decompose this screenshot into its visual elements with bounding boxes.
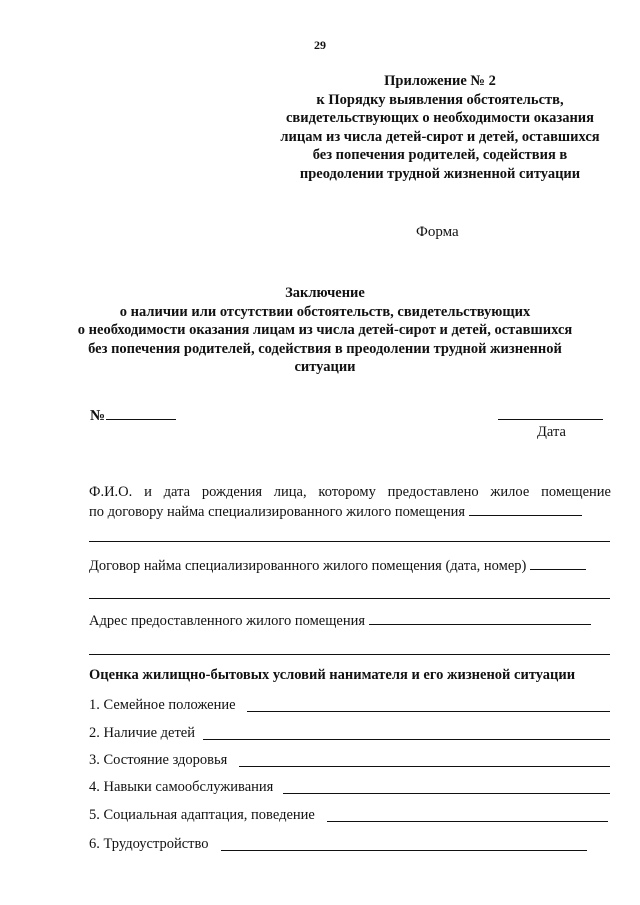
assessment-item-blank[interactable] bbox=[327, 821, 608, 822]
assessment-item-blank[interactable] bbox=[283, 793, 610, 794]
number-label: № bbox=[90, 408, 106, 424]
appendix-line: к Порядку выявления обстоятельств, bbox=[316, 91, 564, 108]
assessment-item: 2. Наличие детей bbox=[89, 725, 195, 741]
conclusion-line: о наличии или отсутствии обстоятельств, свидетельствующих bbox=[119, 303, 531, 320]
appendix-header bbox=[255, 72, 625, 183]
assessment-item: 4. Навыки самообслуживания bbox=[89, 779, 274, 795]
appendix-line: лицам из числа детей-сирот и детей, оставшихся bbox=[280, 128, 600, 145]
conclusion-heading bbox=[70, 284, 580, 377]
address-blank[interactable] bbox=[369, 612, 591, 625]
assessment-item: 5. Социальная адаптация, поведение bbox=[89, 807, 315, 823]
page-number: 29 bbox=[314, 38, 326, 52]
contract-extra-line[interactable] bbox=[89, 598, 610, 599]
assessment-item: 3. Состояние здоровья bbox=[89, 752, 228, 768]
conclusion-line: о необходимости оказания лицам из числа детей-сирот и детей, оставшихся bbox=[77, 322, 573, 338]
fio-label-line1: Ф.И.О. и дата рождения лица, которому предоставлено жилое помещение bbox=[89, 484, 611, 500]
appendix-line: преодолении трудной жизненной ситуации bbox=[299, 165, 581, 182]
fio-label-text: по договору найма специализированного жилого помещения bbox=[89, 504, 466, 520]
fio-extra-line[interactable] bbox=[89, 541, 610, 542]
fio-label-line2 bbox=[89, 503, 582, 521]
assessment-item-blank[interactable] bbox=[221, 850, 587, 851]
assessment-item-blank[interactable] bbox=[247, 711, 610, 712]
fio-blank[interactable] bbox=[469, 503, 582, 516]
address-extra-line[interactable] bbox=[89, 654, 610, 655]
date-label: Дата bbox=[537, 424, 566, 440]
number-blank[interactable] bbox=[106, 406, 176, 420]
assessment-title: Оценка жилищно-бытовых условий нанимателя и его жизненой ситуации bbox=[89, 667, 576, 683]
conclusion-line: без попечения родителей, содействия в преодолении трудной жизненной bbox=[88, 340, 562, 357]
contract-blank[interactable] bbox=[530, 557, 586, 570]
conclusion-line: ситуации bbox=[294, 359, 356, 375]
date-blank[interactable] bbox=[498, 419, 603, 420]
assessment-item: 1. Семейное положение bbox=[89, 697, 236, 713]
contract-field bbox=[89, 557, 586, 575]
appendix-line: свидетельствующих о необходимости оказания bbox=[285, 110, 595, 126]
number-field bbox=[90, 406, 176, 425]
conclusion-title: Заключение bbox=[285, 285, 365, 301]
contract-label: Договор найма специализированного жилого помещения (дата, номер) bbox=[89, 558, 527, 574]
appendix-title: Приложение № 2 bbox=[384, 73, 496, 89]
assessment-item-blank[interactable] bbox=[239, 766, 610, 767]
address-field bbox=[89, 612, 591, 630]
assessment-item: 6. Трудоустройство bbox=[89, 836, 209, 852]
form-label: Форма bbox=[416, 224, 459, 240]
assessment-item-blank[interactable] bbox=[203, 739, 610, 740]
address-label: Адрес предоставленного жилого помещения bbox=[89, 613, 366, 629]
appendix-line: без попечения родителей, содействия в bbox=[312, 147, 568, 163]
